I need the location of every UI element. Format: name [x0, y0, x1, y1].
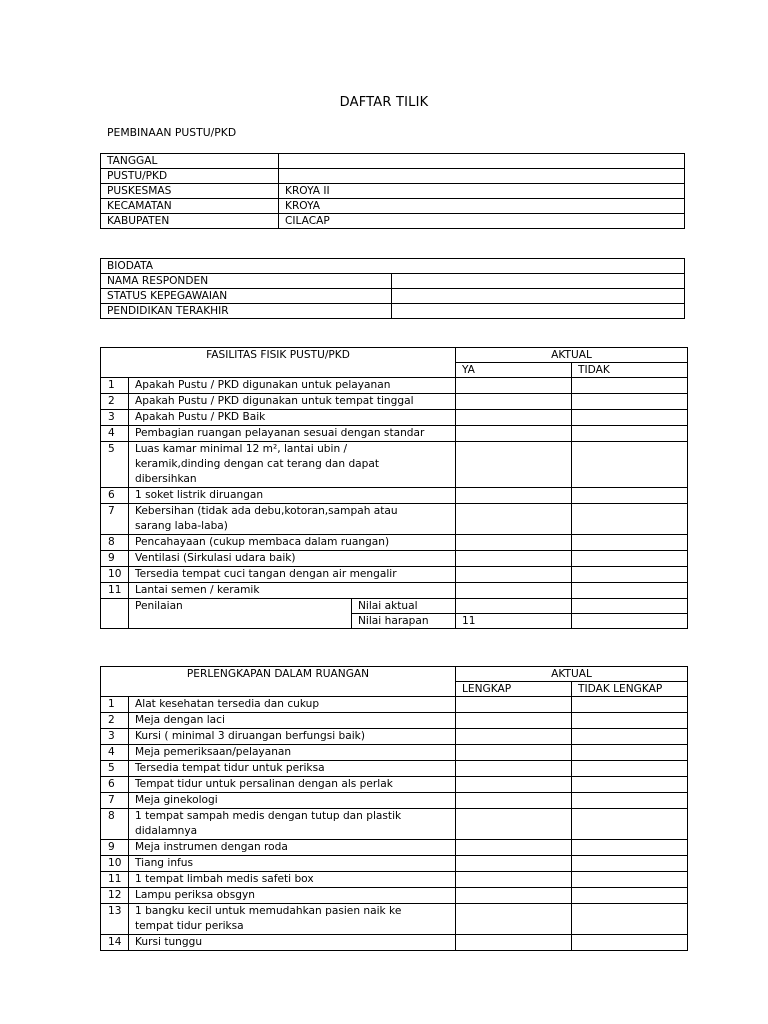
item-text: 1 tempat limbah medis safeti box	[129, 872, 456, 888]
tidak-lengkap-cell	[572, 729, 688, 745]
tidak-lengkap-cell	[572, 809, 688, 840]
nilai-harapan-value: 11	[456, 614, 572, 629]
tidak-cell	[572, 378, 688, 394]
item-number: 3	[101, 410, 129, 426]
nilai-aktual-value	[456, 599, 572, 614]
table-row	[101, 184, 685, 199]
table-row	[101, 378, 688, 394]
lengkap-cell	[456, 904, 572, 935]
fisik-header: FASILITAS FISIK PUSTU/PKD	[101, 348, 456, 378]
info-value: CILACAP	[279, 214, 685, 229]
table-row	[101, 729, 688, 745]
ya-cell	[456, 551, 572, 567]
table-row	[101, 289, 685, 304]
biodata-value	[392, 274, 685, 289]
item-number: 13	[101, 904, 129, 935]
nilai-harapan-label: Nilai harapan	[352, 614, 456, 629]
item-number: 4	[101, 745, 129, 761]
item-number: 8	[101, 535, 129, 551]
table-header-row	[101, 667, 688, 682]
table-row	[101, 488, 688, 504]
item-text: Meja dengan laci	[129, 713, 456, 729]
item-number: 7	[101, 504, 129, 535]
item-text: Tiang infus	[129, 856, 456, 872]
info-label: KECAMATAN	[101, 199, 279, 214]
table-row	[101, 535, 688, 551]
table-row	[101, 713, 688, 729]
ya-cell	[456, 394, 572, 410]
item-number: 5	[101, 761, 129, 777]
table-row	[101, 259, 685, 274]
item-text: Apakah Pustu / PKD digunakan untuk pelayanan	[129, 378, 456, 394]
tidak-lengkap-cell	[572, 793, 688, 809]
biodata-value	[392, 289, 685, 304]
table-header-row	[101, 348, 688, 363]
item-number: 9	[101, 840, 129, 856]
item-number: 6	[101, 777, 129, 793]
fisik-col-ya: YA	[456, 363, 572, 378]
table-row	[101, 697, 688, 713]
info-label: PUSTU/PKD	[101, 169, 279, 184]
table-row	[101, 567, 688, 583]
table-row	[101, 199, 685, 214]
fisik-actual-header: AKTUAL	[456, 348, 688, 363]
table-row	[101, 274, 685, 289]
ya-cell	[456, 410, 572, 426]
tidak-cell	[572, 442, 688, 488]
item-text: Alat kesehatan tersedia dan cukup	[129, 697, 456, 713]
fisik-col-tidak: TIDAK	[572, 363, 688, 378]
table-row	[101, 214, 685, 229]
tidak-cell	[572, 394, 688, 410]
item-number: 1	[101, 378, 129, 394]
lengkap-cell	[456, 872, 572, 888]
info-label: KABUPATEN	[101, 214, 279, 229]
table-row	[101, 761, 688, 777]
table-row	[101, 935, 688, 951]
tidak-cell	[572, 567, 688, 583]
tidak-lengkap-cell	[572, 697, 688, 713]
item-text: Tersedia tempat cuci tangan dengan air mengalir	[129, 567, 456, 583]
tidak-cell	[572, 488, 688, 504]
ya-cell	[456, 504, 572, 535]
biodata-value	[392, 304, 685, 319]
blank-cell	[572, 614, 688, 629]
lengkap-cell	[456, 777, 572, 793]
ya-cell	[456, 426, 572, 442]
info-label: TANGGAL	[101, 154, 279, 169]
ya-cell	[456, 378, 572, 394]
lengkap-cell	[456, 745, 572, 761]
alat-header: PERLENGKAPAN DALAM RUANGAN	[101, 667, 456, 697]
item-text: 1 bangku kecil untuk memudahkan pasien naik ke tempat tidur periksa	[129, 904, 456, 935]
ya-cell	[456, 535, 572, 551]
info-value: KROYA II	[279, 184, 685, 199]
table-row	[101, 154, 685, 169]
table-row	[101, 777, 688, 793]
ya-cell	[456, 488, 572, 504]
table-row	[101, 888, 688, 904]
lengkap-cell	[456, 935, 572, 951]
table-row	[101, 809, 688, 840]
item-number: 5	[101, 442, 129, 488]
item-number: 3	[101, 729, 129, 745]
item-text: Pencahayaan (cukup membaca dalam ruangan)	[129, 535, 456, 551]
nilai-aktual-label: Nilai aktual	[352, 599, 456, 614]
tidak-cell	[572, 504, 688, 535]
item-text: Kebersihan (tidak ada debu,kotoran,sampah atau sarang laba-laba)	[129, 504, 456, 535]
item-number: 11	[101, 583, 129, 599]
item-number: 10	[101, 567, 129, 583]
lengkap-cell	[456, 856, 572, 872]
tidak-cell	[572, 551, 688, 567]
item-text: Meja pemeriksaan/pelayanan	[129, 745, 456, 761]
blank-cell	[101, 599, 129, 629]
tidak-lengkap-cell	[572, 904, 688, 935]
table-row	[101, 599, 688, 614]
tidak-lengkap-cell	[572, 761, 688, 777]
table-row	[101, 872, 688, 888]
info-value	[279, 169, 685, 184]
tidak-lengkap-cell	[572, 872, 688, 888]
lengkap-cell	[456, 761, 572, 777]
perlengkapan-table	[100, 666, 688, 951]
item-number: 2	[101, 713, 129, 729]
lengkap-cell	[456, 809, 572, 840]
item-number: 1	[101, 697, 129, 713]
tidak-cell	[572, 426, 688, 442]
item-text: Luas kamar minimal 12 m², lantai ubin / keramik,dinding dengan cat terang dan dapat dibersihkan	[129, 442, 456, 488]
table-row	[101, 394, 688, 410]
tidak-lengkap-cell	[572, 935, 688, 951]
item-number: 4	[101, 426, 129, 442]
tidak-lengkap-cell	[572, 777, 688, 793]
item-text: 1 soket listrik diruangan	[129, 488, 456, 504]
table-row	[101, 504, 688, 535]
biodata-table	[100, 258, 685, 319]
item-text: Tempat tidur untuk persalinan dengan als perlak	[129, 777, 456, 793]
item-number: 6	[101, 488, 129, 504]
table-row	[101, 410, 688, 426]
table-row	[101, 304, 685, 319]
lengkap-cell	[456, 840, 572, 856]
item-text: Pembagian ruangan pelayanan sesuai dengan standar	[129, 426, 456, 442]
alat-actual-header: AKTUAL	[456, 667, 688, 682]
table-row	[101, 442, 688, 488]
item-text: Kursi tunggu	[129, 935, 456, 951]
item-number: 2	[101, 394, 129, 410]
lengkap-cell	[456, 729, 572, 745]
info-value: KROYA	[279, 199, 685, 214]
item-number: 10	[101, 856, 129, 872]
document-title: DAFTAR TILIK	[339, 95, 429, 110]
table-row	[101, 583, 688, 599]
ya-cell	[456, 442, 572, 488]
blank-cell	[572, 599, 688, 614]
item-text: Ventilasi (Sirkulasi udara baik)	[129, 551, 456, 567]
item-number: 12	[101, 888, 129, 904]
table-row	[101, 551, 688, 567]
table-row	[101, 169, 685, 184]
table-row	[101, 793, 688, 809]
biodata-label: PENDIDIKAN TERAKHIR	[101, 304, 392, 319]
alat-col-tidak-lengkap: TIDAK LENGKAP	[572, 682, 688, 697]
lengkap-cell	[456, 888, 572, 904]
item-number: 7	[101, 793, 129, 809]
item-number: 11	[101, 872, 129, 888]
info-table	[100, 153, 685, 229]
table-row	[101, 745, 688, 761]
tidak-cell	[572, 535, 688, 551]
table-row	[101, 856, 688, 872]
document-subtitle: PEMBINAAN PUSTU/PKD	[107, 126, 237, 139]
item-text: Apakah Pustu / PKD digunakan untuk tempat tinggal	[129, 394, 456, 410]
penilaian-label: Penilaian	[129, 599, 352, 629]
info-value	[279, 154, 685, 169]
tidak-lengkap-cell	[572, 713, 688, 729]
ya-cell	[456, 583, 572, 599]
item-text: Meja ginekologi	[129, 793, 456, 809]
table-row	[101, 426, 688, 442]
item-text: Kursi ( minimal 3 diruangan berfungsi baik)	[129, 729, 456, 745]
lengkap-cell	[456, 697, 572, 713]
item-text: Apakah Pustu / PKD Baik	[129, 410, 456, 426]
tidak-cell	[572, 583, 688, 599]
biodata-label: STATUS KEPEGAWAIAN	[101, 289, 392, 304]
item-text: Lampu periksa obsgyn	[129, 888, 456, 904]
tidak-lengkap-cell	[572, 840, 688, 856]
item-number: 14	[101, 935, 129, 951]
tidak-lengkap-cell	[572, 856, 688, 872]
biodata-header: BIODATA	[101, 259, 685, 274]
tidak-cell	[572, 410, 688, 426]
fasilitas-fisik-table	[100, 347, 688, 629]
tidak-lengkap-cell	[572, 745, 688, 761]
table-row	[101, 840, 688, 856]
tidak-lengkap-cell	[572, 888, 688, 904]
item-number: 9	[101, 551, 129, 567]
table-row	[101, 904, 688, 935]
item-text: Meja instrumen dengan roda	[129, 840, 456, 856]
item-text: 1 tempat sampah medis dengan tutup dan plastik didalamnya	[129, 809, 456, 840]
lengkap-cell	[456, 793, 572, 809]
item-number: 8	[101, 809, 129, 840]
item-text: Lantai semen / keramik	[129, 583, 456, 599]
lengkap-cell	[456, 713, 572, 729]
info-label: PUSKESMAS	[101, 184, 279, 199]
ya-cell	[456, 567, 572, 583]
biodata-label: NAMA RESPONDEN	[101, 274, 392, 289]
item-text: Tersedia tempat tidur untuk periksa	[129, 761, 456, 777]
alat-col-lengkap: LENGKAP	[456, 682, 572, 697]
